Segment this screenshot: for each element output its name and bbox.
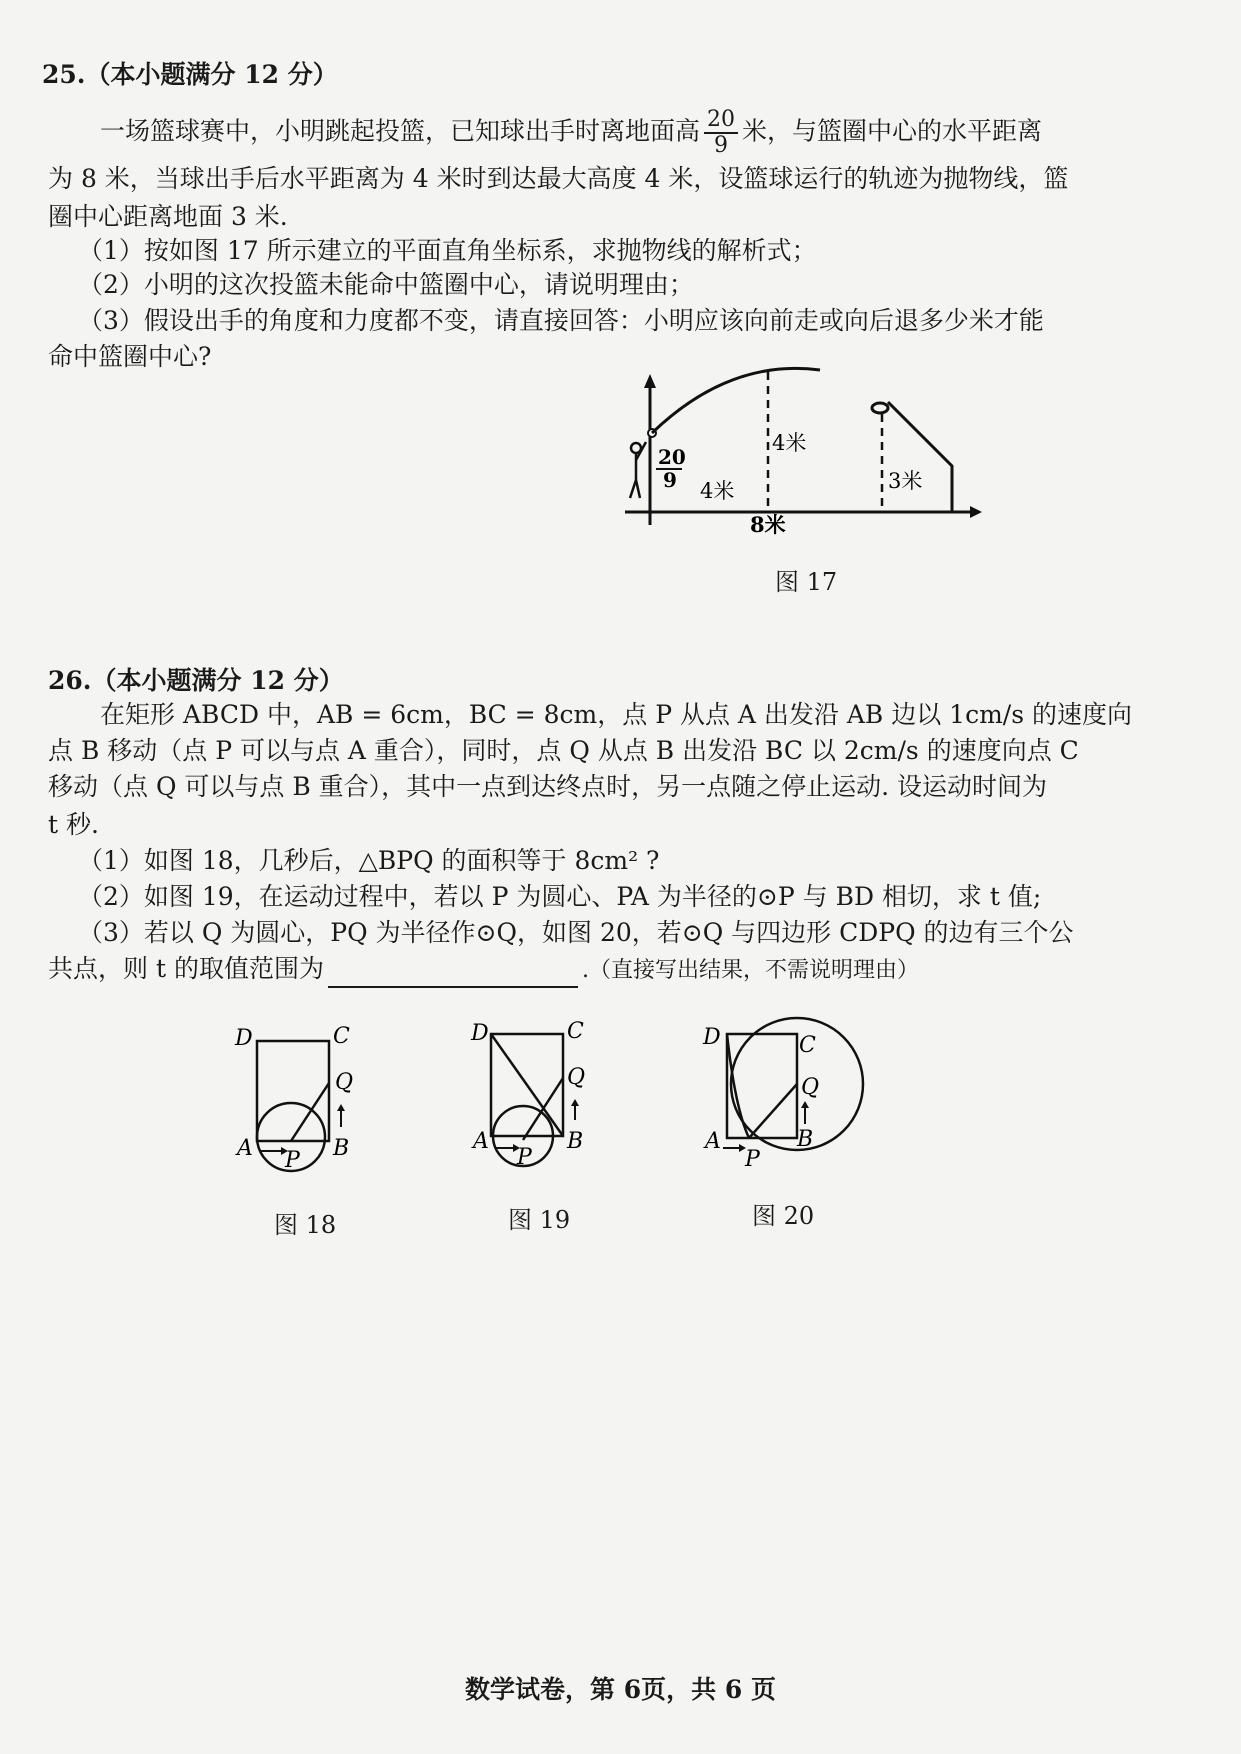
label-b: B bbox=[567, 1129, 584, 1154]
figure-20-caption: 图 20 bbox=[752, 1202, 815, 1230]
q26-subquestion-3-line1: （3）若以 Q 为圆心，PQ 为半径作⊙Q，如图 20，若⊙Q 与四边形 CDPQ 的边有三个公 bbox=[78, 918, 1074, 947]
backboard-support bbox=[888, 402, 952, 512]
arrow-q-head bbox=[571, 1099, 579, 1106]
label-4m-horizontal: 4米 bbox=[700, 479, 735, 503]
label-c: C bbox=[333, 1024, 350, 1049]
q25-text-b: 米，与篮圈中心的水平距离 bbox=[742, 116, 1043, 146]
q25-subquestion-2: （2）小明的这次投篮未能命中篮圈中心，请说明理由； bbox=[78, 270, 694, 299]
answer-blank bbox=[328, 960, 578, 988]
segment-pq bbox=[749, 1084, 797, 1138]
label-a: A bbox=[705, 1129, 721, 1154]
figure-17-caption: 图 17 bbox=[775, 568, 838, 596]
figure-18-caption: 图 18 bbox=[274, 1211, 337, 1239]
label-3m: 3米 bbox=[888, 469, 923, 493]
label-q: Q bbox=[335, 1070, 354, 1095]
label-8m: 8米 bbox=[750, 512, 786, 537]
diagonal-bd bbox=[491, 1034, 563, 1136]
height-fraction-numerator: 20 bbox=[658, 445, 686, 469]
q25-paragraph-line2: 为 8 米，当球出手后水平距离为 4 米时到达最大高度 4 米，设篮球运行的轨迹为抛物线，篮 bbox=[48, 164, 1069, 193]
label-4m-vertical: 4米 bbox=[772, 431, 807, 455]
hoop bbox=[872, 403, 888, 413]
q26-subquestion-1: （1）如图 18，几秒后，△BPQ 的面积等于 8cm² ? bbox=[78, 846, 660, 875]
label-q: Q bbox=[567, 1065, 586, 1090]
label-c: C bbox=[799, 1033, 816, 1058]
q26-paragraph-line1: 在矩形 ABCD 中，AB = 6cm，BC = 8cm，点 P 从点 A 出发沿 AB 边以 1cm/s 的速度向 bbox=[100, 700, 1132, 729]
q26-subquestion-3-line2 bbox=[48, 952, 919, 988]
q26-subquestion-2: （2）如图 19，在运动过程中，若以 P 为圆心、PA 为半径的⊙P 与 BD 相切，求 t 值; bbox=[78, 882, 1042, 911]
player-figure bbox=[630, 442, 646, 498]
arrow-q-head bbox=[801, 1101, 809, 1108]
figure-17-diagram bbox=[600, 360, 1000, 590]
label-c: C bbox=[567, 1019, 584, 1044]
q26-paragraph-line2: 点 B 移动（点 P 可以与点 A 重合），同时，点 Q 从点 B 出发沿 BC 以 2cm/s 的速度向点 C bbox=[48, 736, 1079, 765]
fraction-denominator: 9 bbox=[714, 133, 729, 158]
segment-pq bbox=[291, 1083, 329, 1141]
ball-trajectory bbox=[652, 368, 820, 433]
label-p: P bbox=[517, 1145, 532, 1170]
label-a: A bbox=[237, 1136, 253, 1161]
q25-height-fraction bbox=[704, 108, 738, 158]
q26-paragraph-line4: t 秒. bbox=[48, 810, 99, 839]
arrow-q-head bbox=[337, 1104, 345, 1111]
q25-subquestion-1: （1）按如图 17 所示建立的平面直角坐标系，求抛物线的解析式； bbox=[78, 236, 817, 265]
label-q: Q bbox=[801, 1075, 820, 1100]
label-b: B bbox=[797, 1127, 814, 1152]
q26-s3-text-b: .（直接写出结果，不需说明理由） bbox=[581, 958, 919, 983]
figure-20-diagram bbox=[695, 1008, 875, 1168]
q25-text-a: 一场篮球赛中，小明跳起投篮，已知球出手时离地面高 bbox=[100, 116, 701, 146]
q26-paragraph-line3: 移动（点 Q 可以与点 B 重合），其中一点到达终点时，另一点随之停止运动. 设运动时间为 bbox=[48, 772, 1048, 801]
q25-paragraph-line1 bbox=[100, 108, 1042, 158]
figure-18-diagram bbox=[225, 1015, 370, 1180]
page-footer: 数学试卷，第 6页，共 6 页 bbox=[465, 1675, 776, 1704]
q25-paragraph-line3: 圈中心距离地面 3 米. bbox=[48, 202, 288, 231]
q25-subquestion-3-line1: （3）假设出手的角度和力度都不变，请直接回答：小明应该向前走或向后退多少米才能 bbox=[78, 306, 1044, 335]
q26-header: 26.（本小题满分 12 分） bbox=[48, 666, 344, 695]
label-d: D bbox=[703, 1025, 721, 1050]
label-p: P bbox=[745, 1147, 760, 1168]
label-a: A bbox=[473, 1129, 489, 1154]
label-b: B bbox=[333, 1136, 350, 1161]
y-axis-arrow bbox=[644, 374, 656, 388]
label-d: D bbox=[235, 1026, 253, 1051]
q25-subquestion-3-line2: 命中篮圈中心? bbox=[48, 342, 212, 371]
label-p: P bbox=[285, 1148, 300, 1173]
fraction-numerator: 20 bbox=[704, 108, 738, 134]
q26-s3-text-a: 共点，则 t 的取值范围为 bbox=[48, 954, 324, 983]
q25-header: 25.（本小题满分 12 分） bbox=[42, 60, 338, 89]
label-d: D bbox=[471, 1021, 489, 1046]
figure-19-diagram bbox=[455, 1012, 600, 1177]
rectangle-abcd bbox=[257, 1041, 329, 1141]
x-axis-arrow bbox=[970, 506, 982, 518]
figure-19-caption: 图 19 bbox=[508, 1206, 571, 1234]
height-fraction-denominator: 9 bbox=[663, 468, 677, 492]
